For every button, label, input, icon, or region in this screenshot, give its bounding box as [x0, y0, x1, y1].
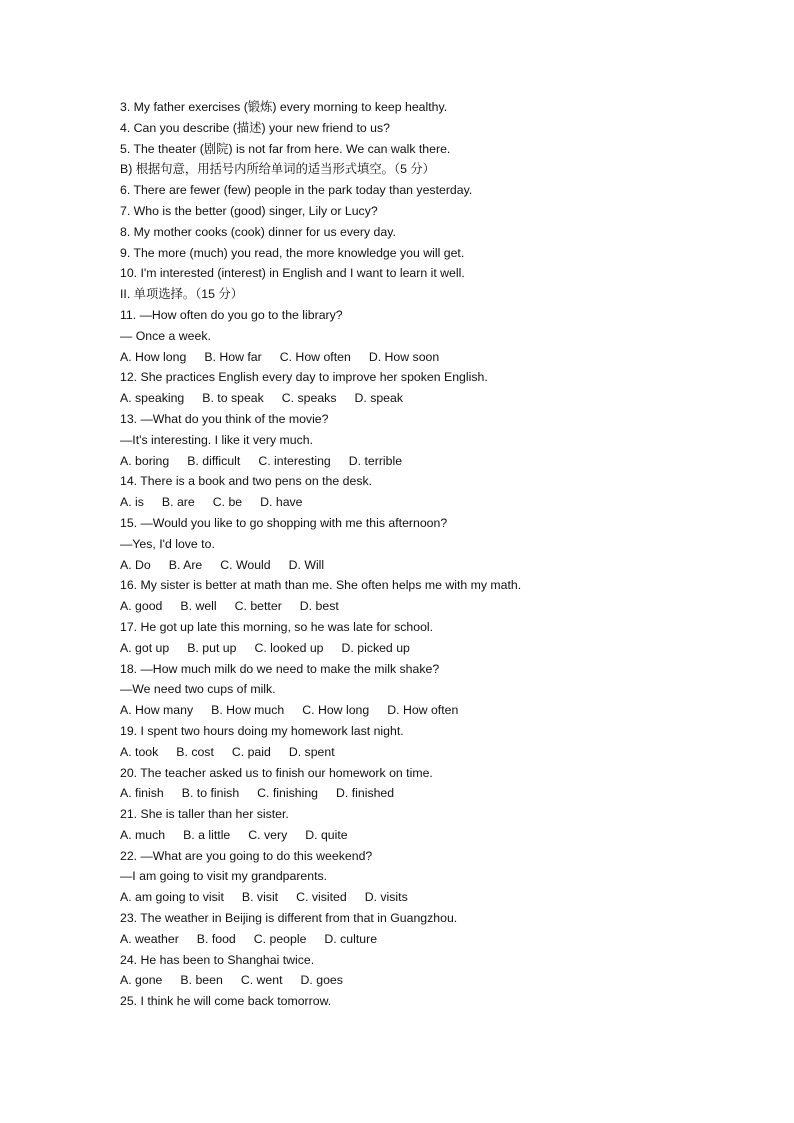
- question-text: 24. He has been to Shanghai twice.: [120, 952, 315, 967]
- question-block: [120, 659, 760, 721]
- answer-option: D. goes: [300, 973, 343, 988]
- answer-option: B. How far: [204, 349, 262, 364]
- question-text: 14. There is a book and two pens on the desk.: [120, 474, 373, 489]
- answer-option: A. am going to visit: [120, 890, 224, 905]
- answer-option: C. looked up: [254, 640, 324, 655]
- answer-option: D. spent: [288, 744, 335, 759]
- answer-option: C. How often: [279, 349, 351, 364]
- answer-option: C. paid: [231, 744, 271, 759]
- question-text: 13. —What do you think of the movie?: [120, 411, 329, 426]
- answer-option: B. How much: [211, 703, 285, 718]
- answer-option: D. speak: [354, 391, 404, 406]
- options-row: [120, 970, 760, 991]
- answer-option: A. speaking: [120, 391, 185, 406]
- answer-option: B. visit: [241, 890, 279, 905]
- answer-option: B. cost: [176, 744, 214, 759]
- question-text: 18. —How much milk do we need to make the milk shake?: [120, 661, 440, 676]
- question-text: 22. —What are you going to do this weekend?: [120, 848, 373, 863]
- answer-option: B. been: [180, 973, 223, 988]
- answer-option: A. is: [120, 495, 144, 510]
- answer-option: D. best: [299, 599, 339, 614]
- answer-option: A. Do: [120, 557, 151, 572]
- question-text: — Once a week.: [120, 328, 211, 343]
- answer-option: C. Would: [220, 557, 271, 572]
- text-line: 10. I'm interested (interest) in English and I want to learn it well.: [120, 266, 465, 281]
- answer-option: C. interesting: [258, 453, 331, 468]
- answer-option: A. finish: [120, 786, 164, 801]
- answer-option: B. to speak: [202, 391, 264, 406]
- text-line: 6. There are fewer (few) people in the park today than yesterday.: [120, 183, 473, 198]
- question-text: 12. She practices English every day to improve her spoken English.: [120, 370, 488, 385]
- question-text: 11. —How often do you go to the library?: [120, 307, 343, 322]
- question-block: [120, 763, 760, 805]
- options-row: [120, 492, 760, 513]
- answer-option: D. Will: [288, 557, 325, 572]
- options-row: [120, 700, 760, 721]
- answer-option: A. gone: [120, 973, 163, 988]
- answer-option: C. speaks: [281, 391, 337, 406]
- multiple-choice-section: [120, 305, 760, 1012]
- options-row: [120, 783, 760, 804]
- options-row: [120, 742, 760, 763]
- answer-option: B. put up: [187, 640, 237, 655]
- answer-option: C. went: [240, 973, 283, 988]
- text-line: 8. My mother cooks (cook) dinner for us every day.: [120, 224, 396, 239]
- text-line: 3. My father exercises (锻炼) every morning to keep healthy.: [120, 100, 448, 114]
- options-row: [120, 388, 760, 409]
- question-block: [120, 908, 760, 950]
- text-line: 4. Can you describe (描述) your new friend to us?: [120, 120, 390, 135]
- question-text: 21. She is taller than her sister.: [120, 807, 289, 822]
- answer-option: C. better: [234, 599, 282, 614]
- text-line: 7. Who is the better (good) singer, Lily or Lucy?: [120, 203, 378, 218]
- question-block: [120, 991, 760, 1012]
- answer-option: A. took: [120, 744, 159, 759]
- options-row: [120, 887, 760, 908]
- question-block: [120, 513, 760, 575]
- question-text: —Yes, I'd love to.: [120, 536, 215, 551]
- options-row: [120, 929, 760, 950]
- answer-option: C. be: [212, 495, 243, 510]
- answer-option: C. people: [253, 931, 307, 946]
- answer-option: A. much: [120, 827, 166, 842]
- answer-option: C. visited: [296, 890, 347, 905]
- question-text: 19. I spent two hours doing my homework last night.: [120, 723, 404, 738]
- answer-option: D. have: [260, 495, 303, 510]
- answer-option: D. culture: [324, 931, 378, 946]
- answer-option: D. visits: [364, 890, 408, 905]
- answer-option: D. How soon: [368, 349, 440, 364]
- answer-option: D. How often: [387, 703, 459, 718]
- worksheet-page: [120, 97, 760, 1012]
- question-text: —I am going to visit my grandparents.: [120, 869, 328, 884]
- answer-option: D. finished: [336, 786, 395, 801]
- question-text: 16. My sister is better at math than me. She often helps me with my math.: [120, 578, 522, 593]
- question-text: 25. I think he will come back tomorrow.: [120, 994, 332, 1009]
- options-row: [120, 347, 760, 368]
- options-row: [120, 596, 760, 617]
- text-line: 5. The theater (剧院) is not far from here. We can walk there.: [120, 141, 451, 156]
- question-block: [120, 409, 760, 471]
- fill-in-section: [120, 97, 760, 305]
- question-block: [120, 804, 760, 846]
- answer-option: B. food: [196, 931, 236, 946]
- answer-option: B. a little: [183, 827, 231, 842]
- question-block: [120, 367, 760, 409]
- question-text: —It's interesting. I like it very much.: [120, 432, 314, 447]
- question-text: 23. The weather in Beijing is different from that in Guangzhou.: [120, 911, 458, 926]
- options-row: [120, 825, 760, 846]
- options-row: [120, 451, 760, 472]
- question-block: [120, 471, 760, 513]
- question-block: [120, 721, 760, 763]
- question-text: 17. He got up late this morning, so he was late for school.: [120, 619, 434, 634]
- question-block: [120, 846, 760, 908]
- answer-option: B. difficult: [187, 453, 241, 468]
- answer-option: A. How many: [120, 703, 194, 718]
- question-block: [120, 617, 760, 659]
- text-line: B) 根据句意，用括号内所给单词的适当形式填空。（5 分）: [120, 162, 435, 177]
- question-block: [120, 305, 760, 367]
- text-line: 9. The more (much) you read, the more knowledge you will get.: [120, 245, 465, 260]
- question-block: [120, 950, 760, 992]
- answer-option: D. picked up: [341, 640, 410, 655]
- question-text: —We need two cups of milk.: [120, 682, 276, 697]
- options-row: [120, 555, 760, 576]
- question-text: 15. —Would you like to go shopping with me this afternoon?: [120, 515, 448, 530]
- answer-option: A. got up: [120, 640, 170, 655]
- text-line: II. 单项选择。（15 分）: [120, 287, 243, 302]
- options-row: [120, 638, 760, 659]
- answer-option: D. terrible: [348, 453, 403, 468]
- answer-option: B. to finish: [181, 786, 240, 801]
- answer-option: B. well: [180, 599, 217, 614]
- answer-option: C. How long: [302, 703, 370, 718]
- answer-option: B. are: [161, 495, 195, 510]
- answer-option: A. weather: [120, 931, 179, 946]
- answer-option: B. Are: [168, 557, 203, 572]
- answer-option: A. How long: [120, 349, 187, 364]
- question-text: 20. The teacher asked us to finish our homework on time.: [120, 765, 433, 780]
- answer-option: A. good: [120, 599, 163, 614]
- answer-option: C. very: [248, 827, 288, 842]
- question-block: [120, 575, 760, 617]
- answer-option: C. finishing: [257, 786, 319, 801]
- answer-option: A. boring: [120, 453, 170, 468]
- answer-option: D. quite: [305, 827, 348, 842]
